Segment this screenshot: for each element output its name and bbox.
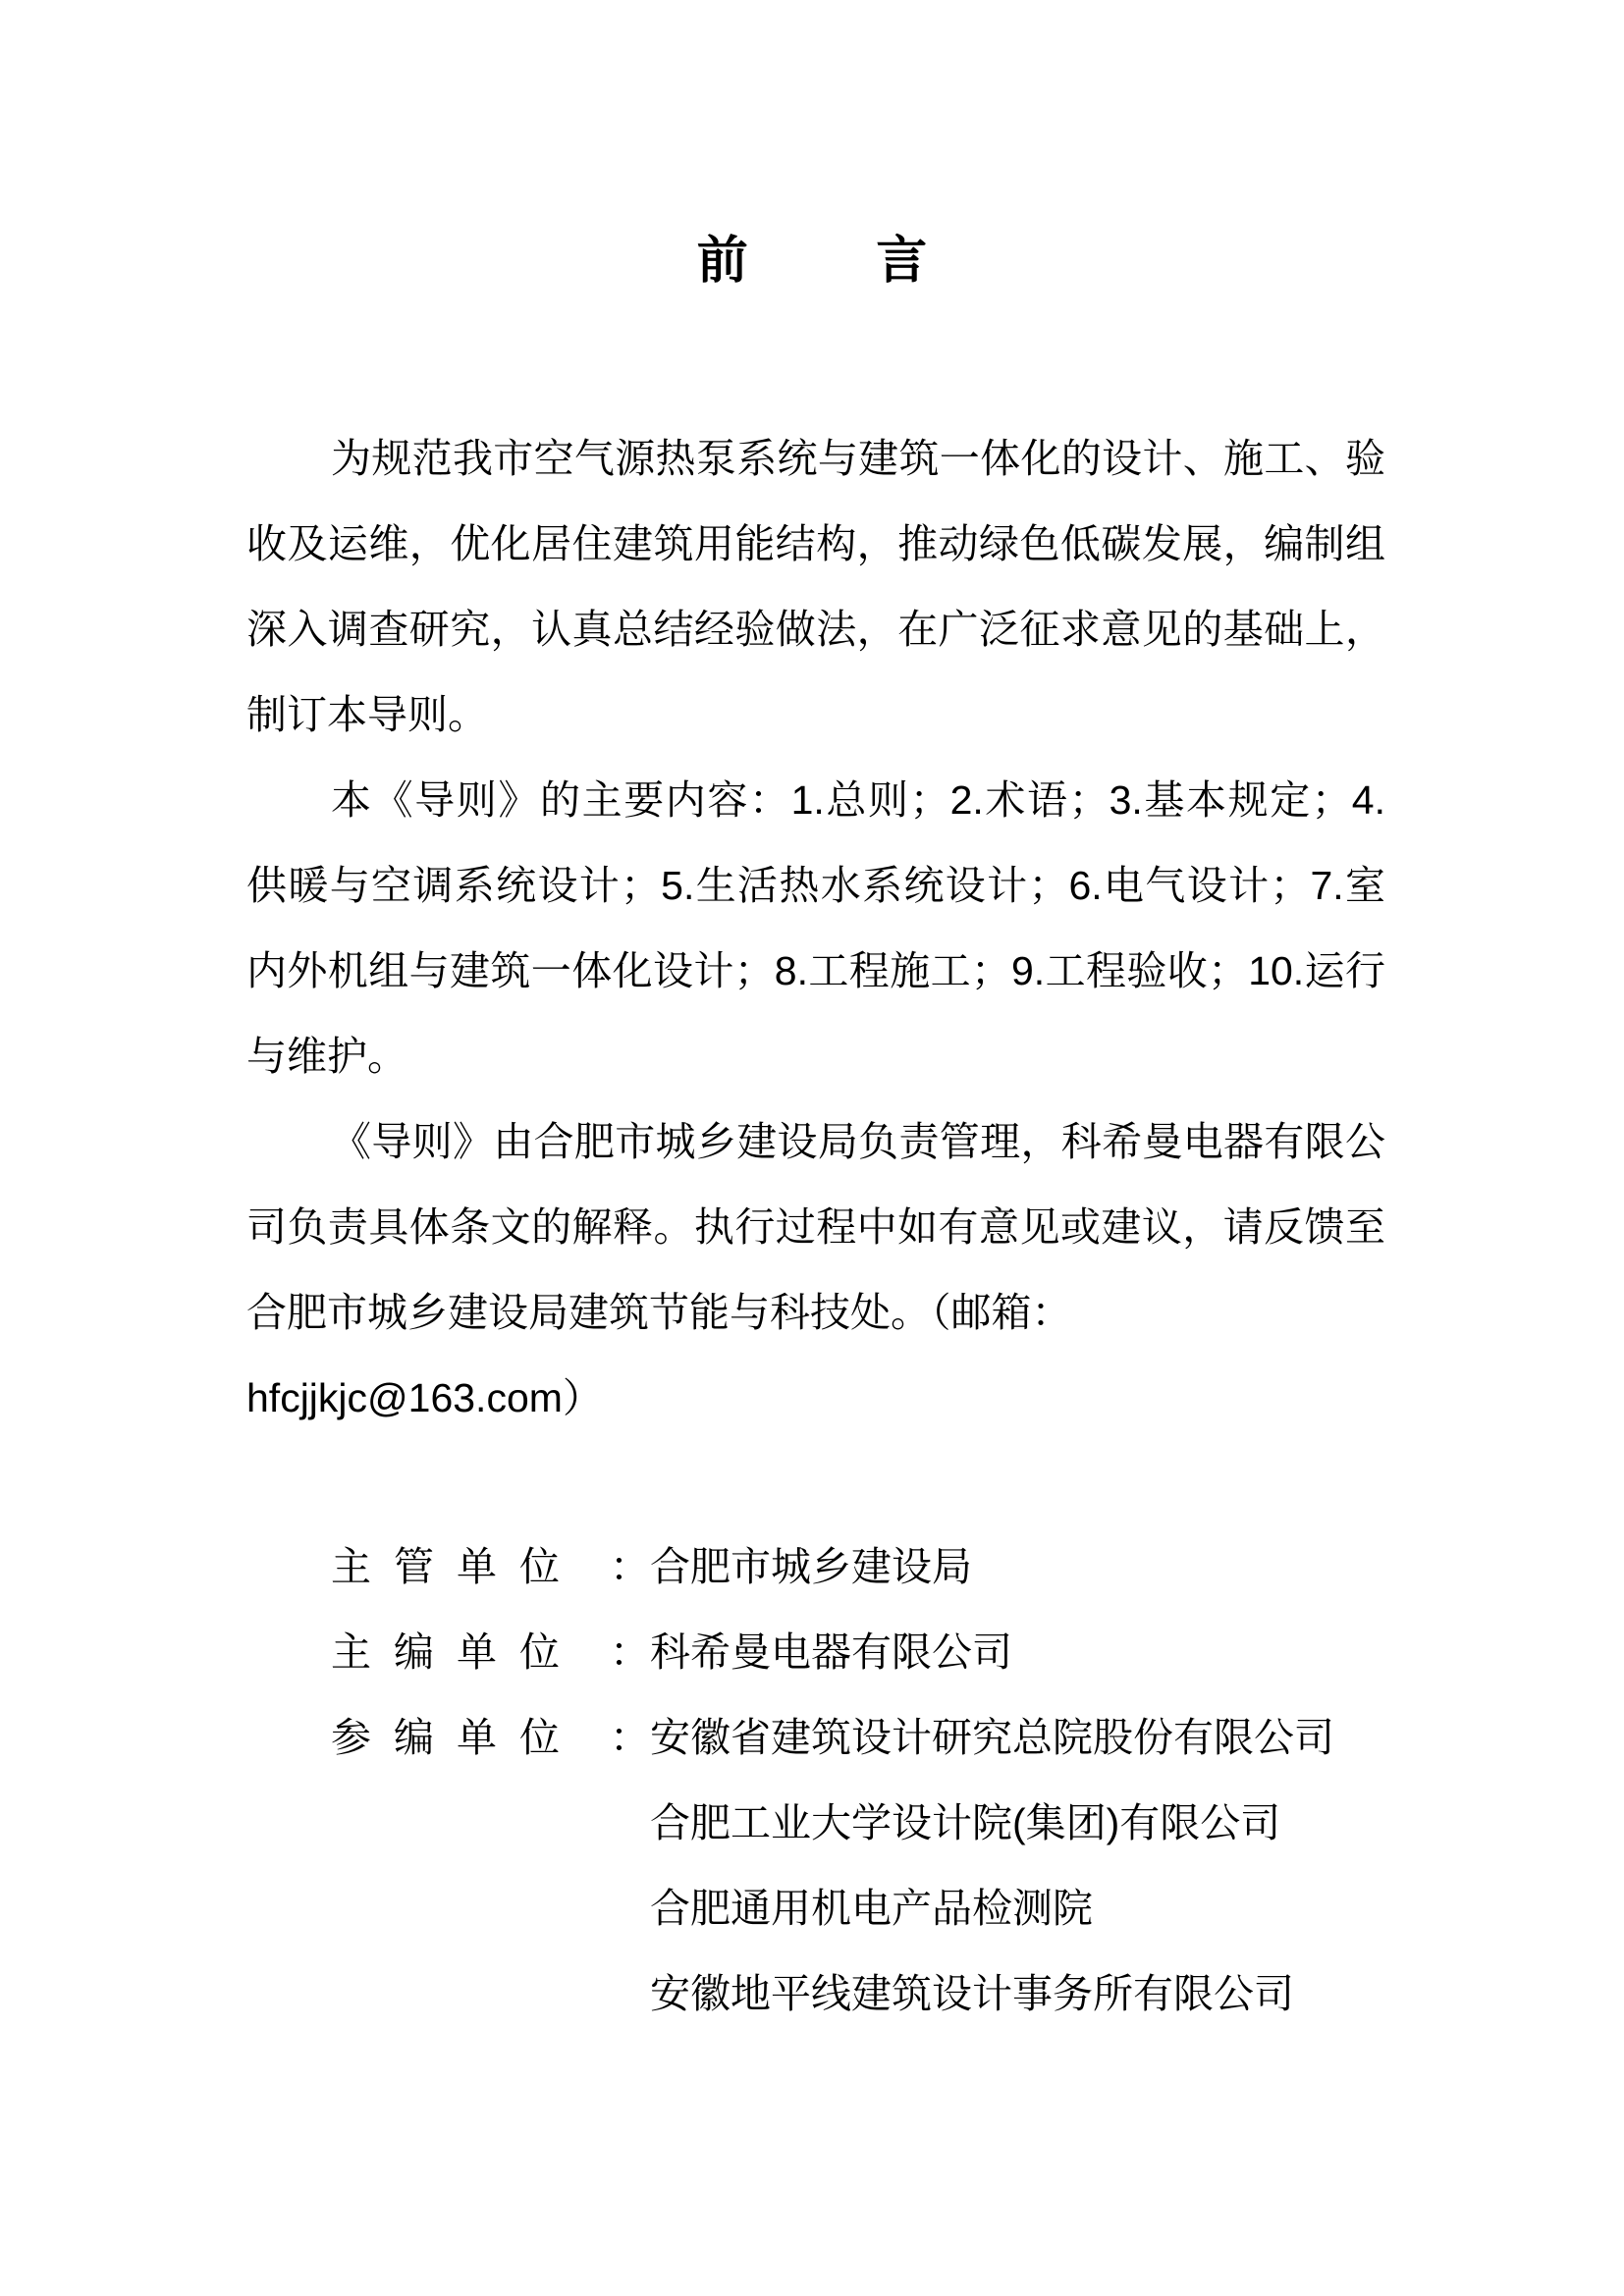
chief-editor-unit-value: ：科希曼电器有限公司 — [610, 1629, 1012, 1675]
participating-unit-value: 合肥通用机电产品检测院 — [650, 1886, 1093, 1931]
organization-units — [331, 1524, 1334, 2037]
supervising-unit-row — [331, 1524, 1334, 1610]
participating-unit-value: ：安徽省建筑设计研究总院股份有限公司 — [610, 1715, 1334, 1760]
preface-paragraph: 为规范我市空气源热泵系统与建筑一体化的设计、施工、验收及运维，优化居住建筑用能结构，推动绿色低碳发展，编制组深入调查研究，认真总结经验做法，在广泛征求意见的基础上，制订本导则。 — [246, 436, 1385, 737]
preface-paragraph: 《导则》由合肥市城乡建设局负责管理，科希曼电器有限公司负责具体条文的解释。执行过程中如有意见或建议，请反馈至合肥市城乡建设局建筑节能与科技处。（邮箱： — [246, 1119, 1385, 1335]
preface-paragraph: 本《导则》的主要内容：1.总则；2.术语；3.基本规定；4.供暖与空调系统设计；5.生活热水系统设计；6.电气设计；7.室内外机组与建筑一体化设计；8.工程施工；9.工程验收；10.运行与维护。 — [246, 777, 1385, 1079]
supervising-unit-list — [610, 1524, 972, 1610]
participating-unit-list — [610, 1695, 1334, 2037]
supervising-unit-value: ：合肥市城乡建设局 — [610, 1544, 972, 1589]
preface-body — [246, 416, 1385, 1441]
participating-unit-label: 参编单位 — [331, 1715, 582, 1760]
chief-editor-unit-list — [610, 1610, 1012, 1695]
participating-unit-value: 安徽地平线建筑设计事务所有限公司 — [650, 1971, 1294, 2016]
supervising-unit-label: 主管单位 — [331, 1544, 582, 1589]
participating-unit-value: 合肥工业大学设计院(集团)有限公司 — [650, 1800, 1281, 1845]
participating-unit-row — [331, 1695, 1334, 2037]
chief-editor-unit-row — [331, 1610, 1334, 1695]
page-title: 前 言 — [696, 233, 985, 290]
chief-editor-unit-label: 主编单位 — [331, 1629, 582, 1675]
preface-email-line: hfcjjkjc@163.com） — [246, 1375, 603, 1420]
